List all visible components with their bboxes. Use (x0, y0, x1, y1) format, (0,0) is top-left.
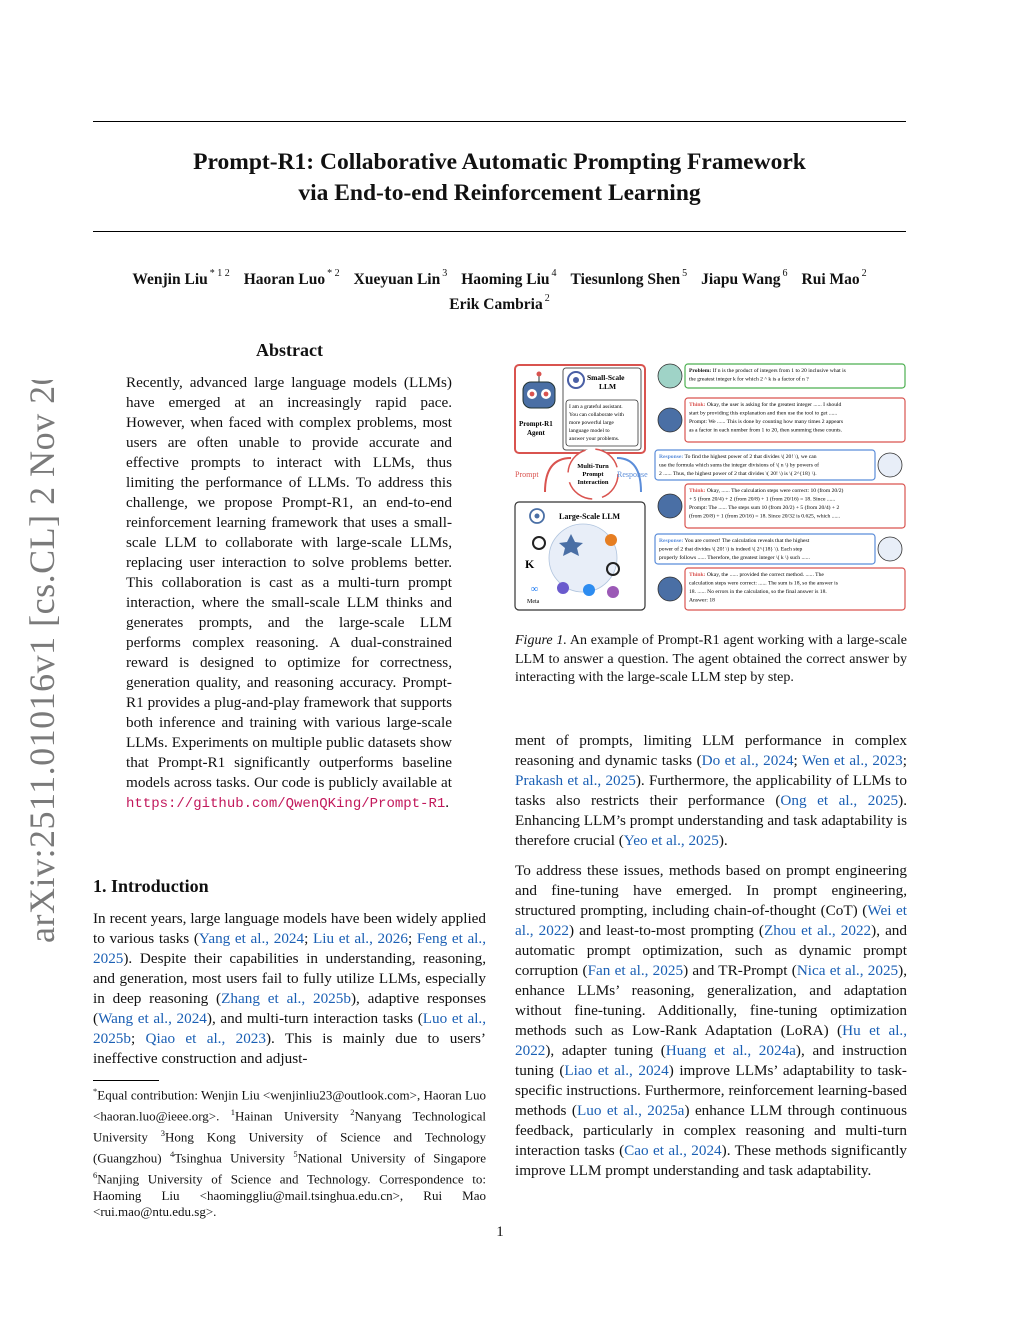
citation-link[interactable]: Luo et al., 2025b (93, 1010, 487, 1047)
grok-logo-icon (557, 582, 569, 594)
author-name: Xueyuan Lin $^3$ (353, 268, 448, 289)
citation-link[interactable]: Hu et al., 2022 (515, 1022, 908, 1059)
citation-link[interactable]: Liu et al., 2026 (313, 930, 408, 947)
citation-link[interactable]: Huang et al., 2024a (665, 1042, 796, 1059)
citation-link[interactable]: Zhang et al., 2025b (221, 990, 351, 1007)
svg-text:Prompt: The ...... The steps s: Prompt: The ...... The steps sum 10 (from 20/2) + 5 (from 20/4) + 2 (689, 505, 840, 511)
section-heading-introduction: 1. Introduction (93, 876, 209, 896)
author-name: Wenjin Liu $^{* 1 2}$ (132, 268, 230, 289)
right-paragraph-2: To address these issues, methods based on prompt engineering and fine-tuning have emerged. In prompt engineering, structured prompting, including chain-of-thought (CoT) (Wei et al., 2022) and least-to-most prompting (Zhou et al., 2022), and automatic prompt optimization, such as dynamic prompt corruption (Fan et al., 2025) and TR-Prompt (Nica et al., 2025), enhance LLMs’ reasoning, generalization, and adaptation without fine-tuning. Additionally, fine-tuning optimization methods such as Low-Rank Adaptation (LoRA) (Hu et al., 2022), adapter tuning (Huang et al., 2024a), and instruction tuning (Liao et al., 2024) improve LLMs’ adaptability to task-specific instructions. Furthermore, reinforcement learning-based methods (Luo et al., 2025a) enhance LLM through continuous feedback, particularly in complex reasoning and multi-turn interaction tasks (Cao et al., 2024). These methods significantly improve LLM prompt understanding and task adaptability. (515, 862, 908, 1179)
svg-text:Multi-Turn: Multi-Turn (577, 463, 609, 470)
k-logo-icon: K (525, 557, 535, 571)
agent-avatar-icon-2 (658, 494, 682, 518)
svg-text:(from 20/8) + 1 (from 20/16) =: (from 20/8) + 1 (from 20/16) = 18. Since 20/32 is 0.625, which ...... (689, 513, 841, 520)
svg-text:Prompt: Prompt (582, 471, 604, 478)
llm-avatar-icon (878, 453, 902, 477)
svg-text:Response: To find the highest: Response: To find the highest power of 2 that divides \( 20! \), we can (659, 454, 817, 460)
svg-text:I am a grateful assistant.: I am a grateful assistant. (569, 404, 623, 410)
title-bottom-rule (93, 231, 906, 232)
author-name: Tiesunlong Shen $^5$ (570, 268, 688, 289)
svg-text:Think: Okay, ...... The calcul: Think: Okay, ...... The calculation steps were correct: 10 (from 20/2) (689, 488, 844, 494)
author-name: Erik Cambria $^2$ (449, 293, 550, 314)
svg-text:power of 2 that divides \( 20!: power of 2 that divides \( 20! \) is indeed \( 2^{18} \). Each step (659, 546, 803, 553)
prompt-arrow (545, 458, 571, 492)
agent-label-1: Prompt-R1 (519, 420, 553, 428)
agent-avatar-icon-3 (658, 577, 682, 601)
arxiv-stamp (10, 380, 68, 945)
figure-1 (513, 362, 908, 614)
svg-text:+ 5 (from 20/4) + 2 (from 20/8: + 5 (from 20/4) + 2 (from 20/8) + 1 (from 20/16) = 18. Since ...... (689, 496, 836, 503)
arxiv-stamp-text: arXiv:2511.01016v1 [cs.CL] 2 Nov 2025 (22, 380, 62, 943)
network-graph (549, 524, 617, 592)
large-llm-title: Large-Scale LLM (559, 512, 621, 521)
title-line-2: via End-to-end Reinforcement Learning (298, 180, 701, 206)
paper-title (93, 147, 906, 209)
response-label: Response (617, 470, 648, 479)
svg-text:Prompt: We ...... This is done: Prompt: We ...... This is done by counting how many times 2 appears (689, 419, 844, 425)
abstract-end: . (445, 794, 450, 811)
author-name: Rui Mao $^2$ (801, 268, 867, 289)
citation-link[interactable]: Zhou et al., 2022 (763, 922, 872, 939)
copilot-logo-icon (607, 586, 619, 598)
citation-link[interactable]: Liao et al., 2024 (564, 1062, 669, 1079)
citation-link[interactable]: Ong et al., 2025 (780, 792, 899, 809)
footnote: *Equal contribution: Wenjin Liu <wenjinliu23@outlook.com>, Haoran Luo <haoran.luo@ieee.org>. $^1$Hainan University $^2$Nanyang Technological University $^3$Hong Kong University of Science and Technology (Guangzhou) $^4$Tsinghua University $^5$National University of Singapore $^6$Nanjing University of Science and Technology. Correspondence to: Haoming Liu <haominggliu@mail.tsinghua.edu.cn>, Rui Mao <rui.mao@ntu.edu.sg>. (93, 1086, 487, 1220)
citation-link[interactable]: Wang et al., 2024 (98, 1010, 207, 1027)
citation-link[interactable]: Yang et al., 2024 (198, 930, 305, 947)
svg-text:Response: You are correct! The: Response: You are correct! The calculation reveals that the highest (659, 538, 810, 544)
svg-text:more powerful large: more powerful large (569, 420, 614, 426)
abstract-body (126, 373, 452, 814)
svg-text:You can collaborate with: You can collaborate with (569, 412, 624, 418)
citation-link[interactable]: Yeo et al., 2025 (623, 832, 719, 849)
user-avatar-icon (658, 364, 682, 388)
small-llm-title: Small-Scale (587, 373, 625, 382)
svg-text:language model to: language model to (569, 428, 610, 434)
interaction-chain (655, 364, 905, 610)
citation-link[interactable]: Prakash et al., 2025 (515, 772, 636, 789)
abstract-heading: Abstract (256, 340, 323, 360)
svg-text:answer your problems.: answer your problems. (569, 436, 620, 442)
abstract-text: Recently, advanced large language models (LLMs) have emerged at an increasingly rapid pace. However, when faced with complex problems, most users are often unable to provide accurate and effective prompts to interact with LLMs, thus limiting the performance of LLMs. To address this challenge, we propose Prompt-R1, an end-to-end reinforcement learning framework that uses a small-scale LLM to collaborate with large-scale LLMs, replacing user interaction to solve problems better. This collaboration is cast as a multi-turn prompt interaction, where the small-scale LLM thinks and generates prompts, and the large-scale LLM performs complex reasoning. A dual-constrained reward is designed to optimize for correctness, generation quality, and reasoning accuracy. Prompt-R1 provides a plug-and-play framework that supports both inference and training with various large-scale LLMs. Experiments on multiple public datasets show that Prompt-R1 significantly outperforms baseline models across tasks. Our code is publicly available at (126, 374, 452, 791)
svg-text:properly follows ...... Theref: properly follows ...... Therefore, the greatest integer \( k \) such ...... (659, 555, 810, 561)
svg-text:18. ...... No errors in the ca: 18. ...... No errors in the calculation, so the final answer is 18. (689, 589, 827, 595)
svg-text:as a factor in each number fro: as a factor in each number from 1 to 20, then summing these counts. (689, 427, 843, 434)
citation-link[interactable]: Fan et al., 2025 (587, 962, 684, 979)
citation-link[interactable]: Wen et al., 2023 (801, 752, 903, 769)
citation-link[interactable]: Nica et al., 2025 (796, 962, 899, 979)
author-name: Haoran Luo $^{* 2}$ (243, 268, 340, 289)
author-name: Haoming Liu $^4$ (461, 268, 557, 289)
citation-link[interactable]: Qiao et al., 2023 (145, 1030, 266, 1047)
title-top-rule (93, 121, 906, 122)
mistral-logo-icon (583, 584, 595, 596)
svg-text:calculation steps were correct: calculation steps were correct: ...... The sum is 18, so the answer is (689, 580, 838, 587)
right-paragraph-1: ment of prompts, limiting LLM performance in complex reasoning and dynamic tasks (Do et al., 2024; Wen et al., 2023; Prakash et al., 2025). Furthermore, the applicability of LLMs to tasks also restricts their performance (Ong et al., 2025). Enhancing LLM’s prompt understanding and task adaptability is therefore crucial (Yeo et al., 2025). (515, 732, 908, 849)
citation-link[interactable]: Feng et al., 2025 (93, 930, 486, 967)
svg-text:the greatest integer k for whi: the greatest integer k for which 2 ^ k is a factor of n ? (689, 376, 809, 383)
small-llm-title-2: LLM (599, 382, 617, 391)
caption-text: An example of Prompt-R1 agent working with a large-scale LLM to answer a question. The agent obtained the correct answer by interacting with the large-scale LLM step by step. (515, 633, 907, 685)
svg-text:Think: Okay, the user is askin: Think: Okay, the user is asking for the greatest integer ...... I should (689, 402, 842, 408)
claude-logo-icon (605, 534, 617, 546)
code-link[interactable]: https://github.com/QwenQKing/Prompt-R1 (126, 796, 446, 812)
page-number: 1 (496, 1224, 504, 1240)
meta-label: Meta (527, 599, 540, 605)
svg-text:start by providing this explan: start by providing this explanation and then use the tool to get ...... (689, 410, 838, 417)
svg-text:2 ...... Thus, the highest pow: 2 ...... Thus, the highest power of 2 that divides \( 20! \) is \( 2^{18} \). (659, 471, 817, 477)
svg-text:Think: Okay, the ...... provid: Think: Okay, the ...... provided the correct method. ...... The (689, 572, 824, 578)
footnote-rule (93, 1080, 159, 1081)
title-line-1: Prompt-R1: Collaborative Automatic Prompting Framework (193, 149, 806, 175)
llm-avatar-icon-2 (878, 537, 902, 561)
prompt-label: Prompt (515, 470, 539, 479)
citation-link[interactable]: Do et al., 2024 (701, 752, 794, 769)
svg-text:Answer: 18: Answer: 18 (689, 597, 715, 604)
agent-label-2: Agent (527, 429, 545, 437)
caption-label: Figure 1. (515, 633, 567, 648)
author-list (93, 265, 906, 315)
svg-text:use the formula which sums the: use the formula which sums the integer divisions of \( n \) by powers of (659, 462, 820, 469)
citation-link[interactable]: Cao et al., 2024 (624, 1142, 722, 1159)
citation-link[interactable]: Luo et al., 2025a (576, 1102, 685, 1119)
intro-paragraph: In recent years, large language models have been widely applied to various tasks (Yang et al., 2024; Liu et al., 2026; Feng et al., 2025). Despite their capabilities in understanding, reasoning, and generation, most users fail to fully utilize LLMs, especially in deep reasoning (Zhang et al., 2025b), adaptive responses (Wang et al., 2024), and multi-turn interaction tasks (Luo et al., 2025b; Qiao et al., 2023). This is mainly due to users’ ineffective construction and adjust- (93, 910, 487, 1067)
svg-text:Interaction: Interaction (577, 479, 609, 486)
figure-caption (515, 632, 907, 688)
citation-link[interactable]: Wei et al., 2022 (515, 902, 907, 939)
agent-avatar-icon (658, 408, 682, 432)
svg-text:Problem: If n is the product o: Problem: If n is the product of integers from 1 to 20 inclusive what is (689, 368, 846, 374)
author-name: Jiapu Wang $^6$ (701, 268, 788, 289)
meta-logo-icon: ∞ (531, 584, 539, 595)
